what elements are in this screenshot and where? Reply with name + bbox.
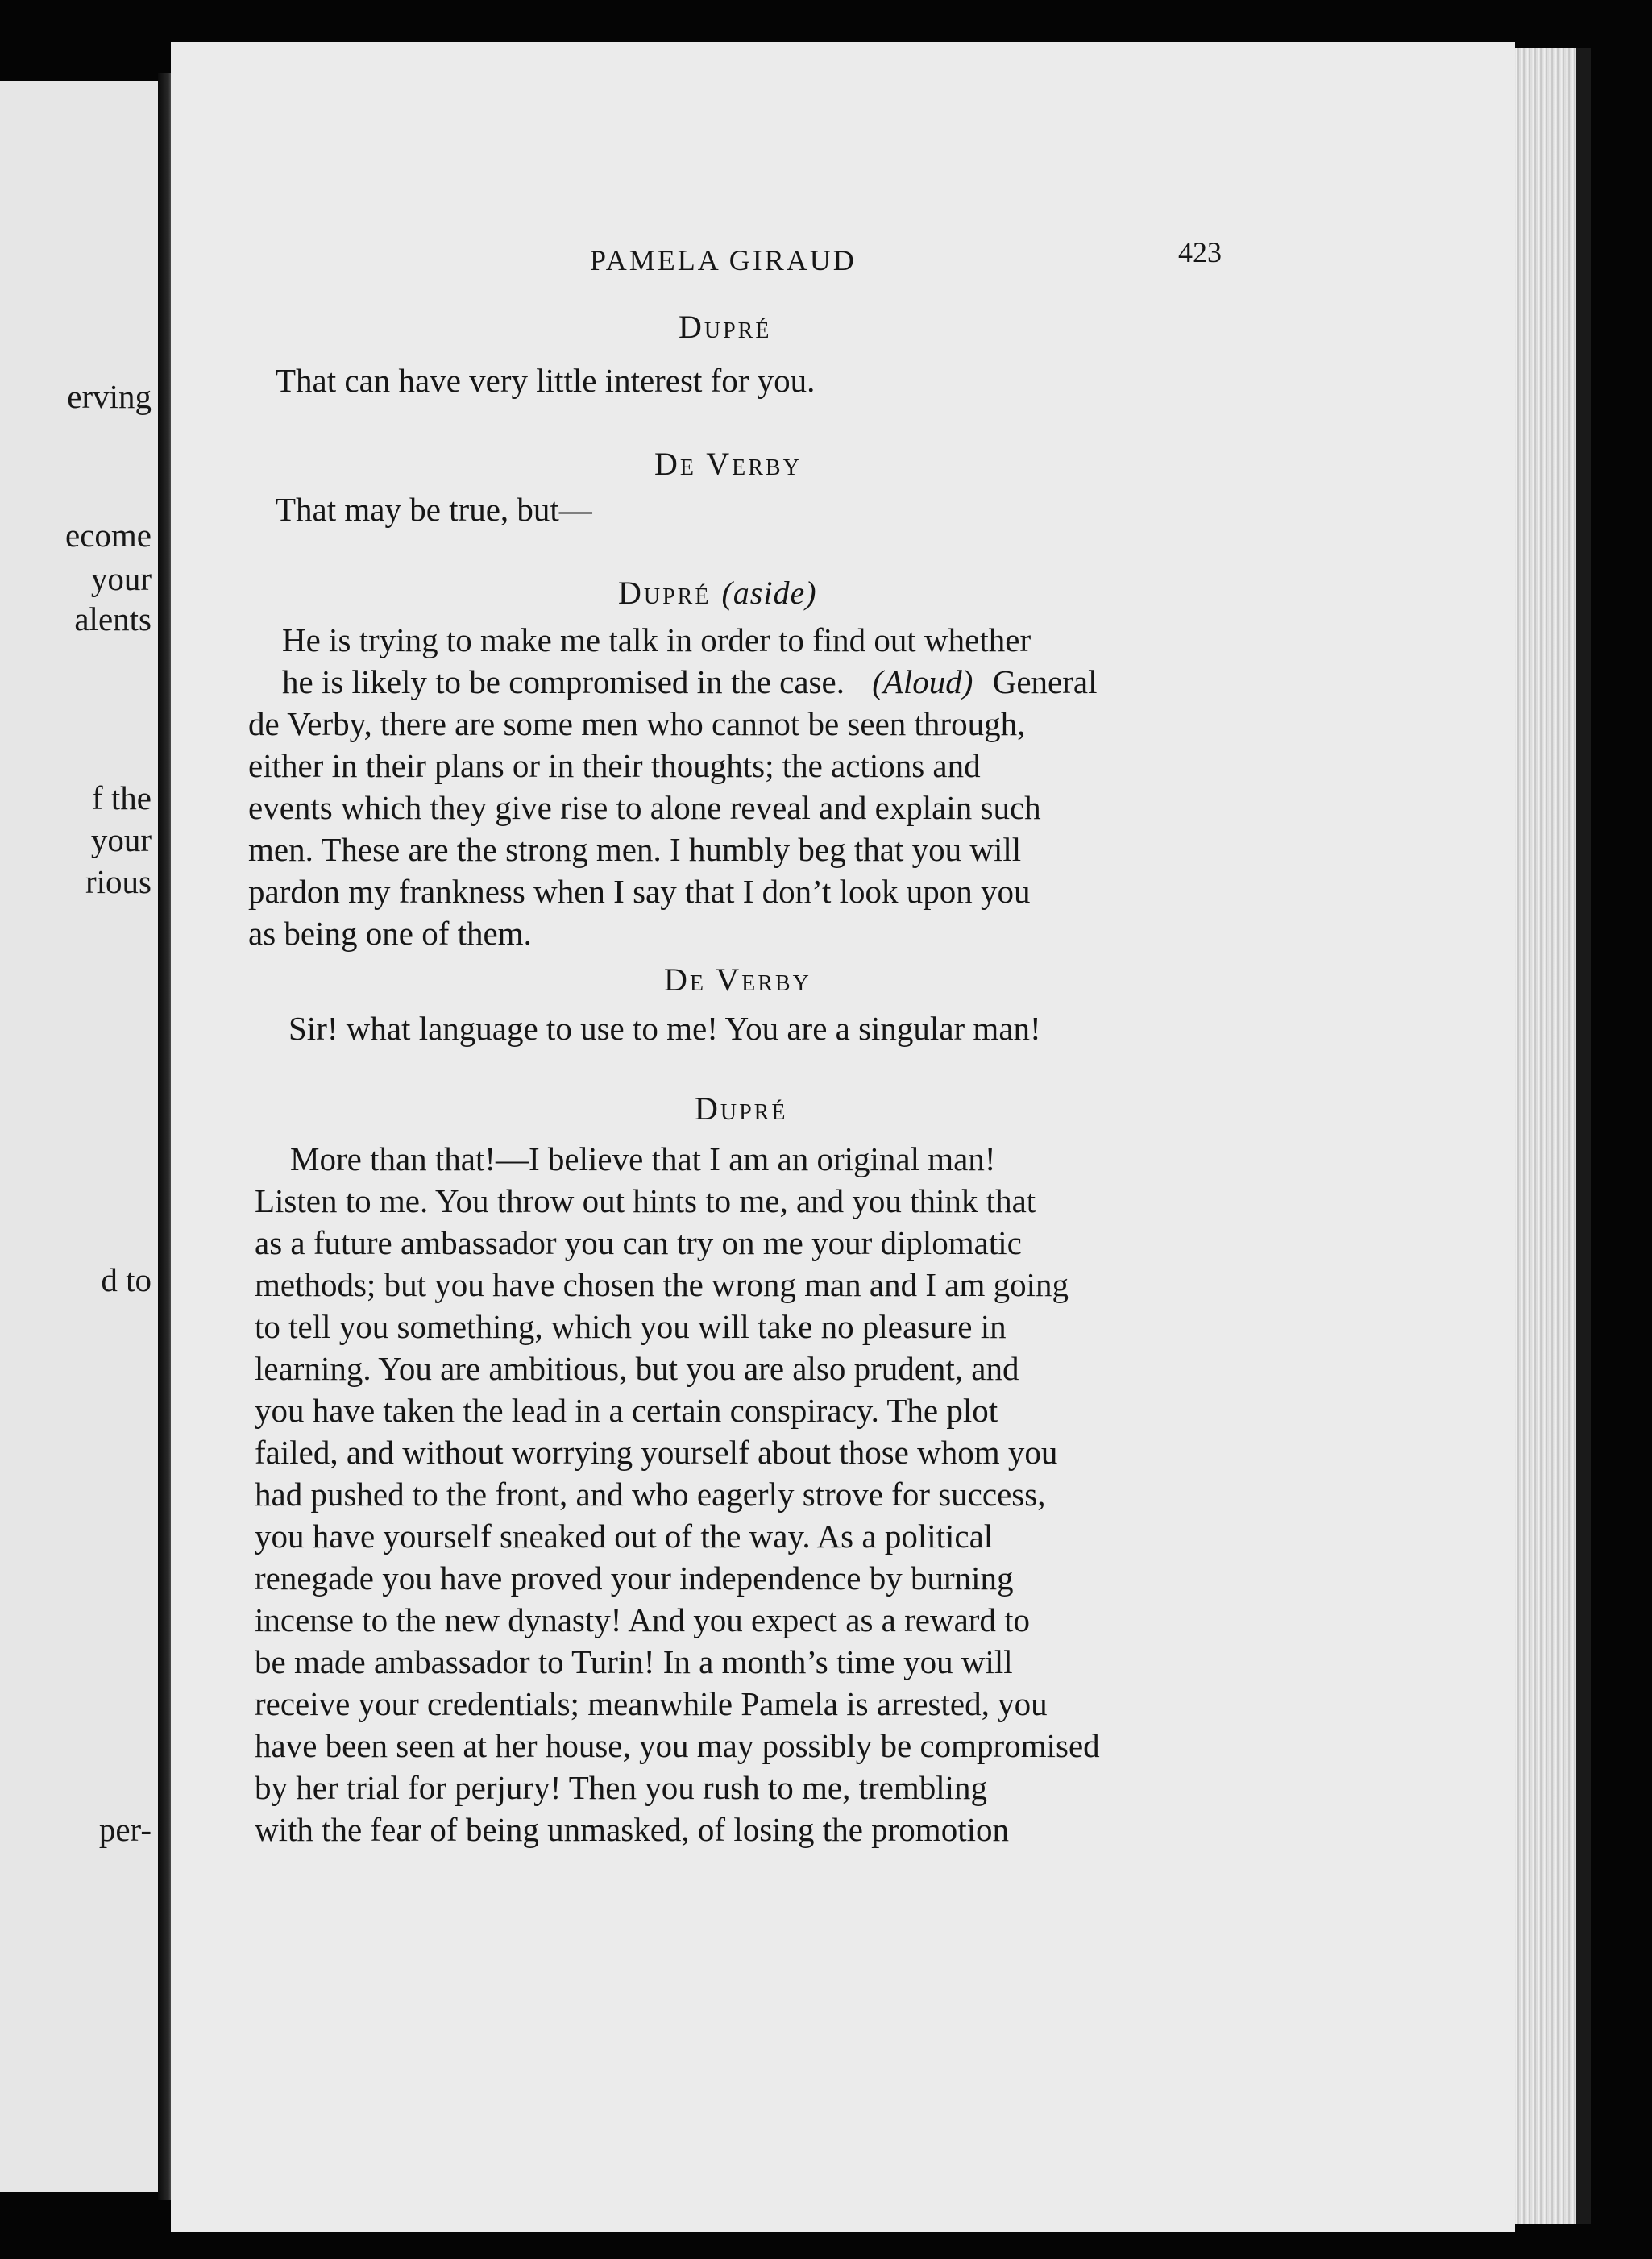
scan-bottom-edge — [171, 2232, 1581, 2259]
left-page-fragment: rious — [85, 863, 152, 900]
left-page — [0, 81, 158, 2192]
speaker-heading: Dupré — [695, 1090, 788, 1127]
dialogue-line: That can have very little interest for you. — [276, 362, 816, 399]
dialogue-line: More than that!—I believe that I am an original man! — [290, 1140, 996, 1177]
dialogue-text: General — [992, 663, 1098, 700]
dialogue-line: pardon my frankness when I say that I don’t look upon you — [248, 873, 1031, 910]
dialogue-line: Sir! what language to use to me! You are a singular man! — [288, 1010, 1041, 1047]
left-page-fragment: ecome — [65, 517, 152, 554]
running-head: PAMELA GIRAUD — [590, 244, 857, 276]
page-number: 423 — [1178, 236, 1222, 268]
dialogue-text: he is likely to be compromised in the case. — [282, 663, 845, 700]
dialogue-line: be made ambassador to Turin! In a month’s time you will — [255, 1643, 1013, 1680]
dialogue-line: Listen to me. You throw out hints to me, and you think that — [255, 1182, 1036, 1219]
dialogue-line: men. These are the strong men. I humbly beg that you will — [248, 831, 1022, 868]
dialogue-line: to tell you something, which you will take no pleasure in — [255, 1308, 1007, 1345]
right-page — [171, 42, 1515, 2232]
dialogue-line: methods; but you have chosen the wrong man and I am going — [255, 1266, 1069, 1303]
dialogue-line: incense to the new dynasty! And you expect as a reward to — [255, 1601, 1031, 1638]
dialogue-line: receive your credentials; meanwhile Pamela is arrested, you — [255, 1685, 1048, 1722]
left-page-fragment: your — [90, 821, 152, 858]
dialogue-line: had pushed to the front, and who eagerly strove for success, — [255, 1476, 1046, 1513]
left-page-fragment: erving — [67, 378, 152, 415]
speaker-name: Dupré — [618, 575, 712, 611]
dialogue-line: you have yourself sneaked out of the way. As a political — [255, 1518, 994, 1555]
left-page-fragment: per- — [98, 1811, 152, 1848]
stage-direction-aside: (aside) — [721, 575, 817, 611]
dialogue-line: failed, and without worrying yourself about those whom you — [255, 1434, 1058, 1471]
dialogue-line: by her trial for perjury! Then you rush to me, trembling — [255, 1769, 987, 1806]
dialogue-line: learning. You are ambitious, but you are also prudent, and — [255, 1350, 1019, 1387]
dialogue-line: de Verby, there are some men who cannot be seen through, — [248, 705, 1026, 742]
speaker-heading: De Verby — [654, 446, 802, 482]
dialogue-line: as a future ambassador you can try on me your diplomatic — [255, 1224, 1022, 1261]
left-page-fragment: alents — [74, 600, 152, 637]
dialogue-line: have been seen at her house, you may possibly be compromised — [255, 1727, 1100, 1764]
dialogue-line: events which they give rise to alone reveal and explain such — [248, 789, 1041, 826]
dialogue-line: as being one of them. — [248, 915, 532, 952]
speaker-heading: Dupré — [679, 309, 772, 345]
left-page-fragment: f the — [92, 779, 152, 816]
speaker-heading: De Verby — [664, 961, 811, 998]
page-edge-shadow — [1576, 48, 1591, 2224]
dialogue-line: He is trying to make me talk in order to find out whether — [282, 621, 1031, 658]
dialogue-line: That may be true, but— — [276, 491, 592, 528]
dialogue-line: with the fear of being unmasked, of losing the promotion — [255, 1811, 1009, 1848]
left-page-fragment: d to — [101, 1261, 152, 1298]
stage-direction-aloud: (Aloud) — [872, 663, 973, 700]
dialogue-line — [282, 663, 1098, 700]
left-page-fragment: your — [90, 560, 152, 597]
dialogue-line: you have taken the lead in a certain conspiracy. The plot — [255, 1392, 998, 1429]
dialogue-line: either in their plans or in their thoughts; the actions and — [248, 747, 981, 784]
dialogue-line: renegade you have proved your independence by burning — [255, 1559, 1014, 1597]
speaker-heading — [618, 574, 817, 612]
